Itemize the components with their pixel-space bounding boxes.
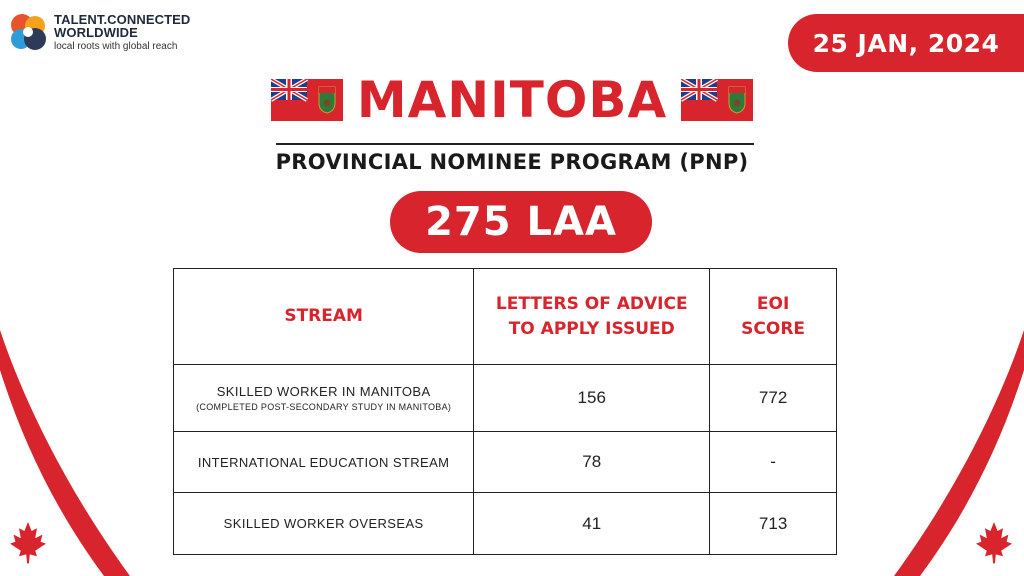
table-row (174, 365, 837, 432)
draw-results-table (173, 268, 837, 555)
stream-cell (174, 493, 474, 555)
header-eoi (710, 269, 837, 365)
title-divider (276, 143, 754, 145)
table-row (174, 432, 837, 493)
stream-name: SKILLED WORKER IN MANITOBA (216, 384, 431, 399)
stream-note: (COMPLETED POST-SECONDARY STUDY IN MANITOBA) (196, 402, 452, 412)
date-text: 25 JAN, 2024 (812, 28, 1000, 58)
date-badge (788, 14, 1024, 72)
header-laa (474, 269, 710, 365)
page-subtitle: PROVINCIAL NOMINEE PROGRAM (PNP) (275, 150, 749, 174)
laa-cell: 156 (474, 365, 710, 432)
table-row (174, 493, 837, 555)
manitoba-flag-icon (271, 79, 343, 121)
header-stream-label: STREAM (284, 306, 363, 327)
left-corner-decoration (0, 330, 130, 576)
eoi-cell: 772 (710, 365, 837, 432)
stream-name: INTERNATIONAL EDUCATION STREAM (197, 454, 450, 470)
page-title: MANITOBA (356, 71, 668, 129)
stream-cell (174, 365, 474, 432)
laa-cell: 41 (474, 493, 710, 555)
laa-cell: 78 (474, 432, 710, 493)
total-count-text: 275 LAA (425, 199, 617, 245)
total-count-badge (390, 191, 652, 253)
brand-title-line1: TALENT.CONNECTED (54, 11, 191, 27)
header-stream (174, 269, 474, 365)
brand-title-line2: WORLDWIDE (54, 24, 138, 40)
manitoba-flag-icon (681, 79, 753, 121)
title-row (0, 66, 1024, 134)
header-laa-line1: LETTERS OF ADVICE (495, 293, 688, 314)
brand-tagline: local roots with global reach (54, 40, 178, 52)
eoi-cell: 713 (710, 493, 837, 555)
brand-logo (8, 12, 190, 52)
header-laa-line2: TO APPLY ISSUED (508, 318, 675, 339)
header-eoi-line2: SCORE (741, 318, 806, 339)
eoi-cell: - (710, 432, 837, 493)
stream-cell (174, 432, 474, 493)
table-header-row (174, 269, 837, 365)
right-corner-decoration (894, 330, 1024, 576)
stream-name: SKILLED WORKER OVERSEAS (223, 516, 424, 531)
header-eoi-line1: EOI (756, 293, 790, 314)
brand-logo-mark-icon (8, 12, 48, 52)
